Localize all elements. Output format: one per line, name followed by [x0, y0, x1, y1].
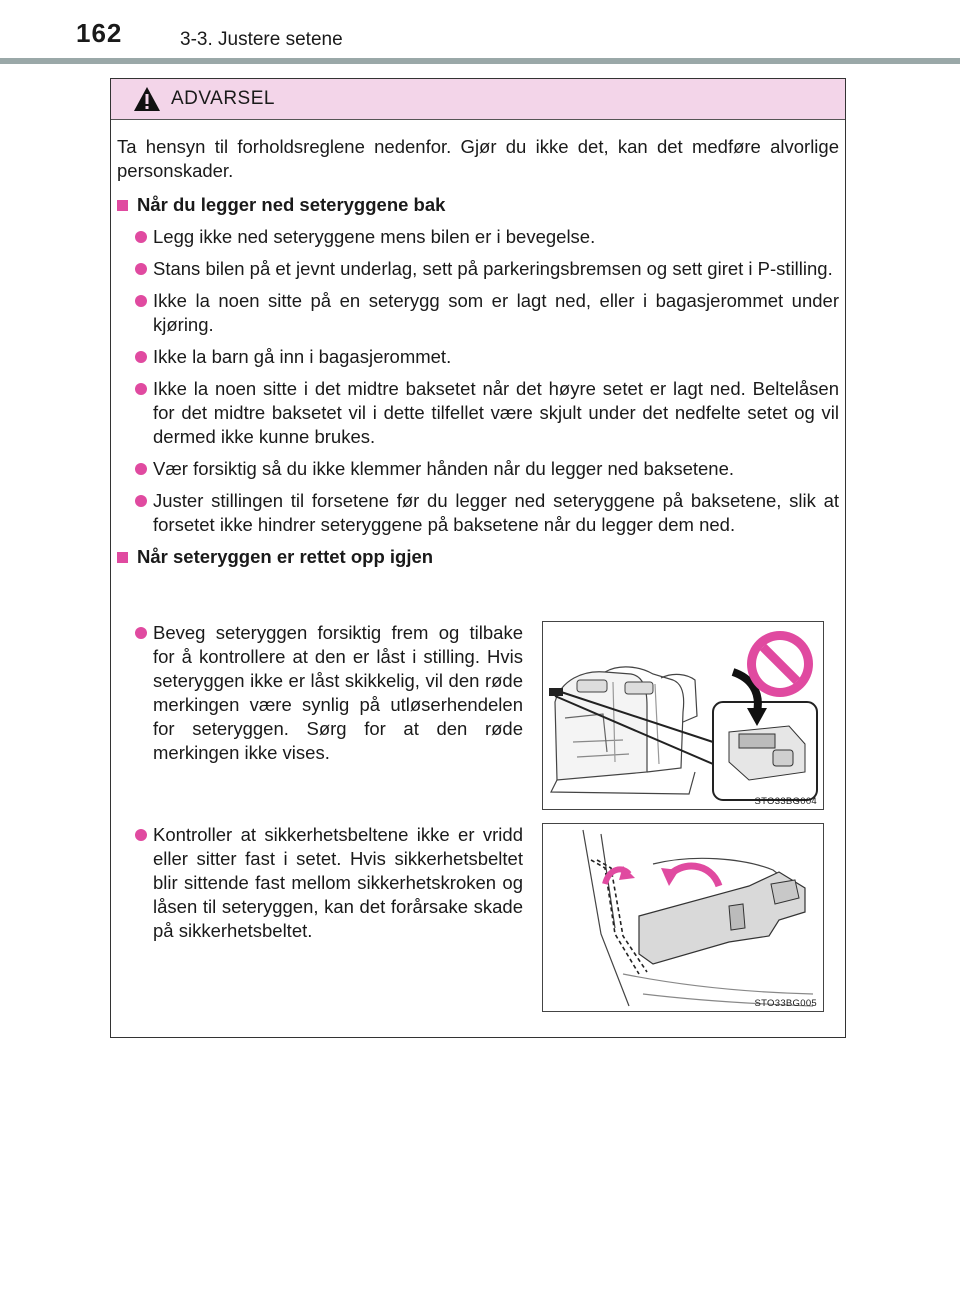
- list-item: Beveg seteryggen forsiktig frem og tilbake for å kontrollere at den er låst i stilling. Hvis seteryggen ikke er låst skikkelig, vil den røde merkingen være synlig på utløserhendelen for seteryggen. Sørg for at den røde merkingen ikke vises.: [117, 621, 523, 765]
- figure-code: STO33BG004: [754, 796, 817, 807]
- list-item: Vær forsiktig så du ikke klemmer hånden når du legger ned baksetene.: [117, 457, 839, 481]
- item-row-lock-check: [117, 621, 841, 811]
- list-item: Ikke la noen sitte i det midtre baksetet når det høyre setet er lagt ned. Beltelåsen for det midtre baksetet vil i dette tilfellet være skjult under det nedfelte setet og vil dermed ikke kunne brukes.: [117, 377, 839, 449]
- square-bullet-icon: [117, 552, 128, 563]
- bullet-dot-icon: [135, 295, 147, 307]
- page-header: [0, 0, 960, 66]
- bullet-dot-icon: [135, 829, 147, 841]
- bullet-dot-icon: [135, 627, 147, 639]
- bullet-dot-icon: [135, 383, 147, 395]
- list-item: Juster stillingen til forsetene før du legger ned seteryggene på baksetene, slik at forsetet ikke hindrer seteryggene på baksetene når du legger dem ned.: [117, 489, 839, 537]
- section1-heading: [117, 193, 839, 217]
- square-bullet-icon: [117, 200, 128, 211]
- section2-heading-text: Når seteryggen er rettet opp igjen: [137, 546, 434, 567]
- figure-code: STO33BG005: [754, 998, 817, 1009]
- bullet-dot-icon: [135, 263, 147, 275]
- seat-lock-illustration: [543, 622, 823, 809]
- warning-box: [110, 78, 846, 1038]
- warning-content: [117, 135, 839, 577]
- section1-heading-text: Når du legger ned seteryggene bak: [137, 194, 446, 215]
- page-number: 162: [76, 18, 123, 48]
- list-item: Kontroller at sikkerhetsbeltene ikke er vridd eller sitter fast i setet. Hvis sikkerhetsbeltet blir sittende fast mellom sikkerhetskroken og låsen til seteryggen, kan det forårsake skade på sikkerhetsbeltet.: [117, 823, 523, 943]
- bullet-dot-icon: [135, 351, 147, 363]
- warning-header: [111, 79, 845, 120]
- list-item: Ikke la noen sitte på en seterygg som er lagt ned, eller i bagasjerommet under kjøring.: [117, 289, 839, 337]
- bullet-dot-icon: [135, 231, 147, 243]
- section-title: 3-3. Justere setene: [180, 29, 343, 50]
- bullet-dot-icon: [135, 463, 147, 475]
- figure-seatbelt: [542, 823, 824, 1012]
- warning-intro: Ta hensyn til forholdsreglene nedenfor. Gjør du ikke det, kan det medføre alvorlige personskader.: [117, 136, 839, 181]
- list-item: Stans bilen på et jevnt underlag, sett på parkeringsbremsen og sett giret i P-stilling.: [117, 257, 839, 281]
- warning-title: ADVARSEL: [171, 88, 275, 109]
- bullet-dot-icon: [135, 495, 147, 507]
- section2-heading: [117, 545, 839, 569]
- curved-arrow-icon: [605, 866, 719, 886]
- figure-seat-lock: [542, 621, 824, 810]
- item-text-block: [117, 621, 523, 765]
- warning-triangle-icon: [133, 86, 161, 112]
- item-row-belt-check: [117, 823, 841, 1013]
- item-text-block: [117, 823, 523, 943]
- list-item: Legg ikke ned seteryggene mens bilen er i bevegelse.: [117, 225, 839, 249]
- header-rule: [0, 58, 960, 64]
- list-item: Ikke la barn gå inn i bagasjerommet.: [117, 345, 839, 369]
- seatbelt-illustration: [543, 824, 823, 1011]
- prohibition-icon: [747, 631, 813, 697]
